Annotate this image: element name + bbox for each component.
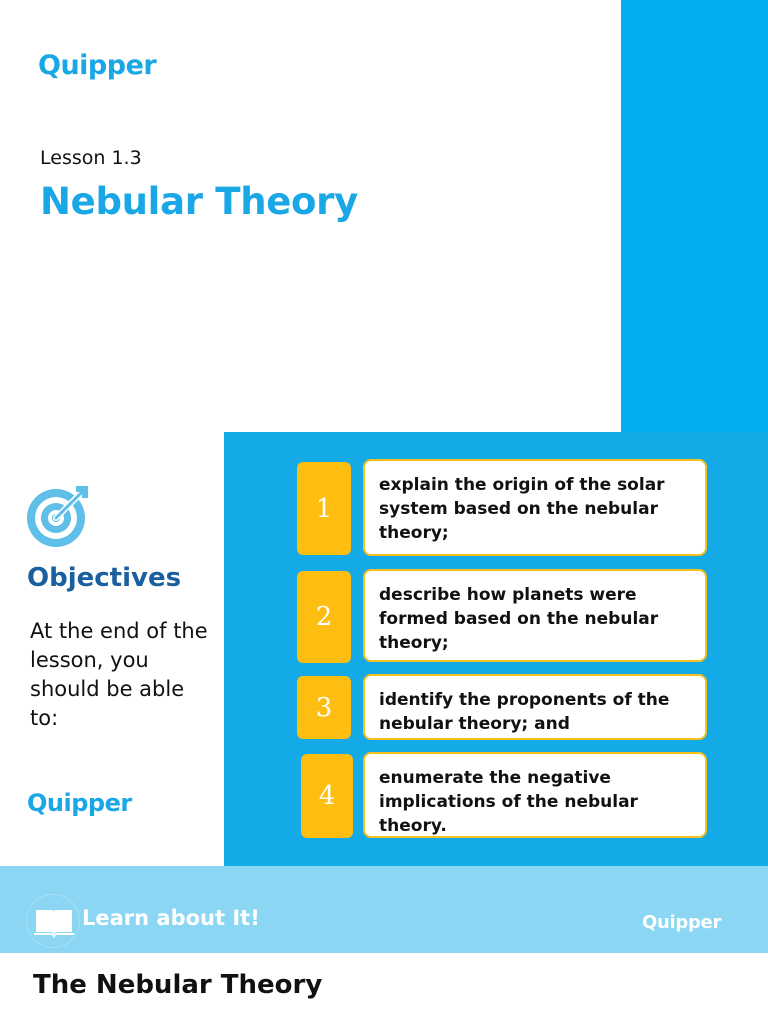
brand-logo: Quipper — [38, 50, 157, 81]
objective-number-2: 2 — [297, 571, 351, 663]
target-icon — [24, 482, 92, 550]
objective-item-2: describe how planets were formed based on the nebular theory; — [363, 569, 707, 662]
learn-banner-label: Learn about It! — [82, 906, 260, 930]
objectives-heading: Objectives — [27, 563, 182, 593]
objective-number-1: 1 — [297, 462, 351, 555]
book-icon — [34, 906, 74, 938]
objectives-slide — [0, 432, 768, 866]
title-side-bar — [621, 0, 768, 432]
lesson-label: Lesson 1.3 — [40, 147, 142, 169]
objective-item-4: enumerate the negative implications of the nebular theory. — [363, 752, 707, 838]
lesson-title: Nebular Theory — [40, 180, 358, 223]
brand-logo-objectives: Quipper — [27, 789, 132, 817]
brand-logo-banner: Quipper — [642, 912, 722, 933]
objective-item-3: identify the proponents of the nebular theory; and — [363, 674, 707, 740]
title-slide — [0, 0, 768, 432]
objectives-intro: At the end of the lesson, you should be able to: — [30, 619, 208, 730]
objective-number-3: 3 — [297, 676, 351, 739]
objective-number-4: 4 — [301, 754, 353, 838]
learn-slide — [0, 866, 768, 1024]
section-heading: The Nebular Theory — [33, 970, 323, 1000]
objective-item-1: explain the origin of the solar system based on the nebular theory; — [363, 459, 707, 556]
